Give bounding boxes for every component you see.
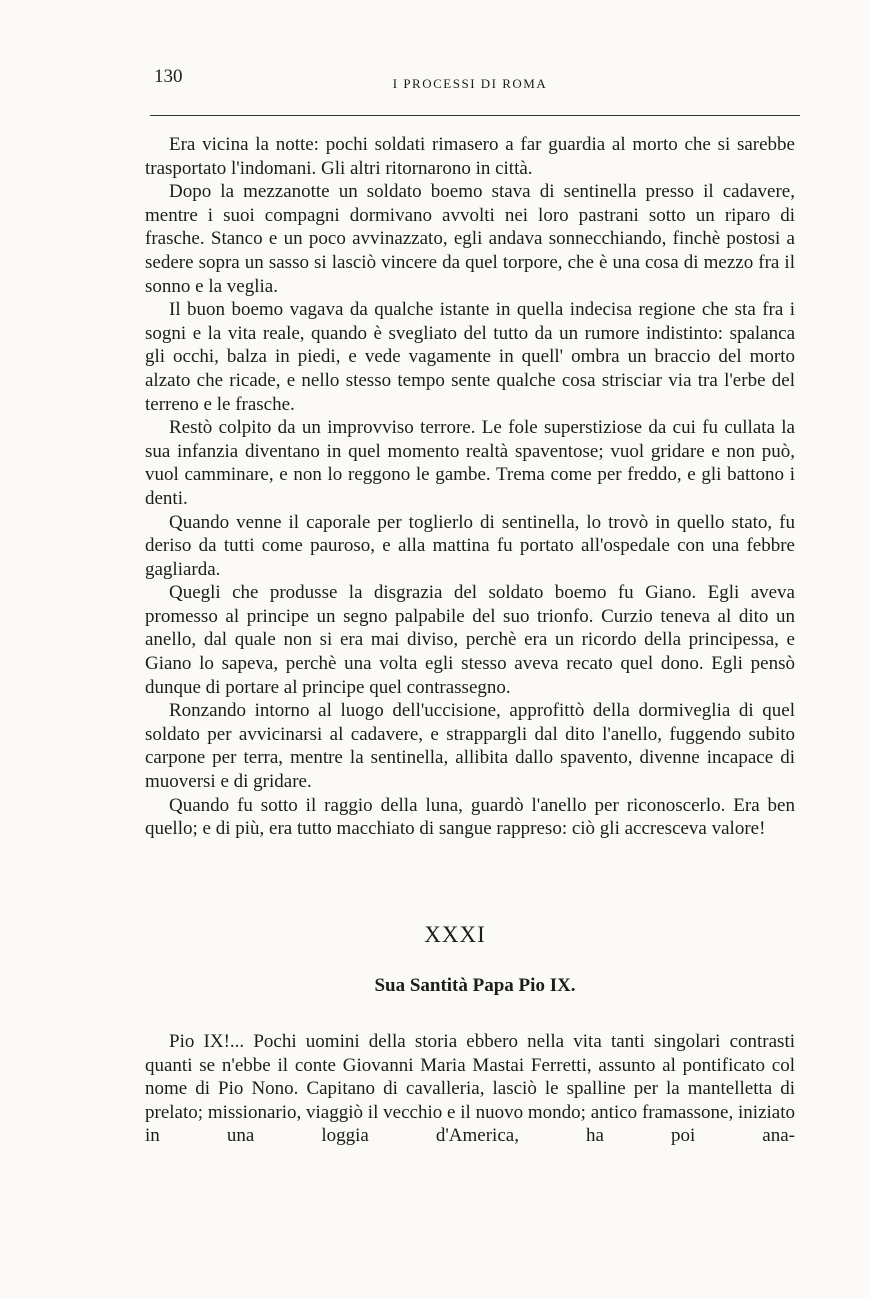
paragraph: Quegli che produsse la disgrazia del soldato boemo fu Giano. Egli aveva promesso al principe un segno palpabile del suo trionfo. Curzio teneva al dito un anello, dal quale non si era mai diviso, perchè era un ricordo della principessa, e Giano lo sapeva, perchè una volta egli stesso aveva recato quel dono. Egli pensò dunque di portare al principe quel contrassegno. (145, 582, 795, 698)
paragraph: Il buon boemo vagava da qualche istante in quella indecisa regione che sta fra i sogni e la vita reale, quando è svegliato del tutto da un rumore indistinto: spalanca gli occhi, balza in piedi, e vede vagamente in quell' ombra un braccio del morto alzato che ricade, e nello stesso tempo sente qualche cosa strisciar via tra l'erbe del terreno e le frasche. (145, 299, 795, 415)
paragraph: Era vicina la notte: pochi soldati rimasero a far guardia al morto che si sarebbe trasportato l'indomani. Gli altri ritornarono in città. (145, 134, 795, 179)
paragraph: Quando fu sotto il raggio della luna, guardò l'anello per riconoscerlo. Era ben quello; e di più, era tutto macchiato di sangue rappreso: ciò gli accresceva valore! (145, 794, 795, 840)
paragraph: Dopo la mezzanotte un soldato boemo stava di sentinella presso il cadavere, mentre i suoi compagni dormivano avvolti nei loro pastrani sotto un riparo di frasche. Stanco e un poco avvinazzato, egli andava sonnecchiando, finchè postosi a sedere sopra un sasso si lasciò vincere da quel torpore, che è una cosa di mezzo fra il sonno e la veglia. (145, 181, 795, 297)
paragraph: Quando venne il caporale per toglierlo di sentinella, lo trovò in quello stato, fu deriso da tutti come pauroso, e alla mattina fu portato all'ospedale con una febbre gagliarda. (145, 511, 795, 580)
chapter-title: Sua Santità Papa Pio IX. (374, 975, 576, 996)
chapter-body-text (145, 1030, 795, 1148)
running-title: I PROCESSI DI ROMA (392, 76, 548, 91)
chapter-number: XXXI (424, 922, 486, 947)
paragraph: Pio IX!... Pochi uomini della storia ebbero nella vita tanti singolari contrasti quanti se n'ebbe il conte Giovanni Maria Mastai Ferretti, assunto al pontificato col nome di Pio Nono. Capitano di cavalleria, lasciò le spalline per la mantelletta di prelato; missionario, viaggiò il vecchio e il nuovo mondo; antico framassone, iniziato in una loggia d'America, ha poi ana- (145, 1031, 795, 1147)
paragraph: Restò colpito da un improvviso terrore. Le fole superstiziose da cui fu cullata la sua infanzia diventano in quel momento realtà spaventose; vuol gridare e non può, vuol camminare, e non lo reggono le gambe. Trema come per freddo, e gli battono i denti. (145, 417, 795, 509)
page-number: 130 (154, 66, 183, 87)
body-text (145, 133, 795, 841)
header-rule (150, 115, 800, 116)
paragraph: Ronzando intorno al luogo dell'uccisione, approfittò della dormiveglia di quel soldato per avvicinarsi al cadavere, e strappargli dal dito l'anello, fuggendo subito carpone per terra, mentre la sentinella, allibita dallo spavento, divenne incapace di muoversi e di gridare. (145, 700, 795, 793)
running-head (142, 66, 798, 94)
